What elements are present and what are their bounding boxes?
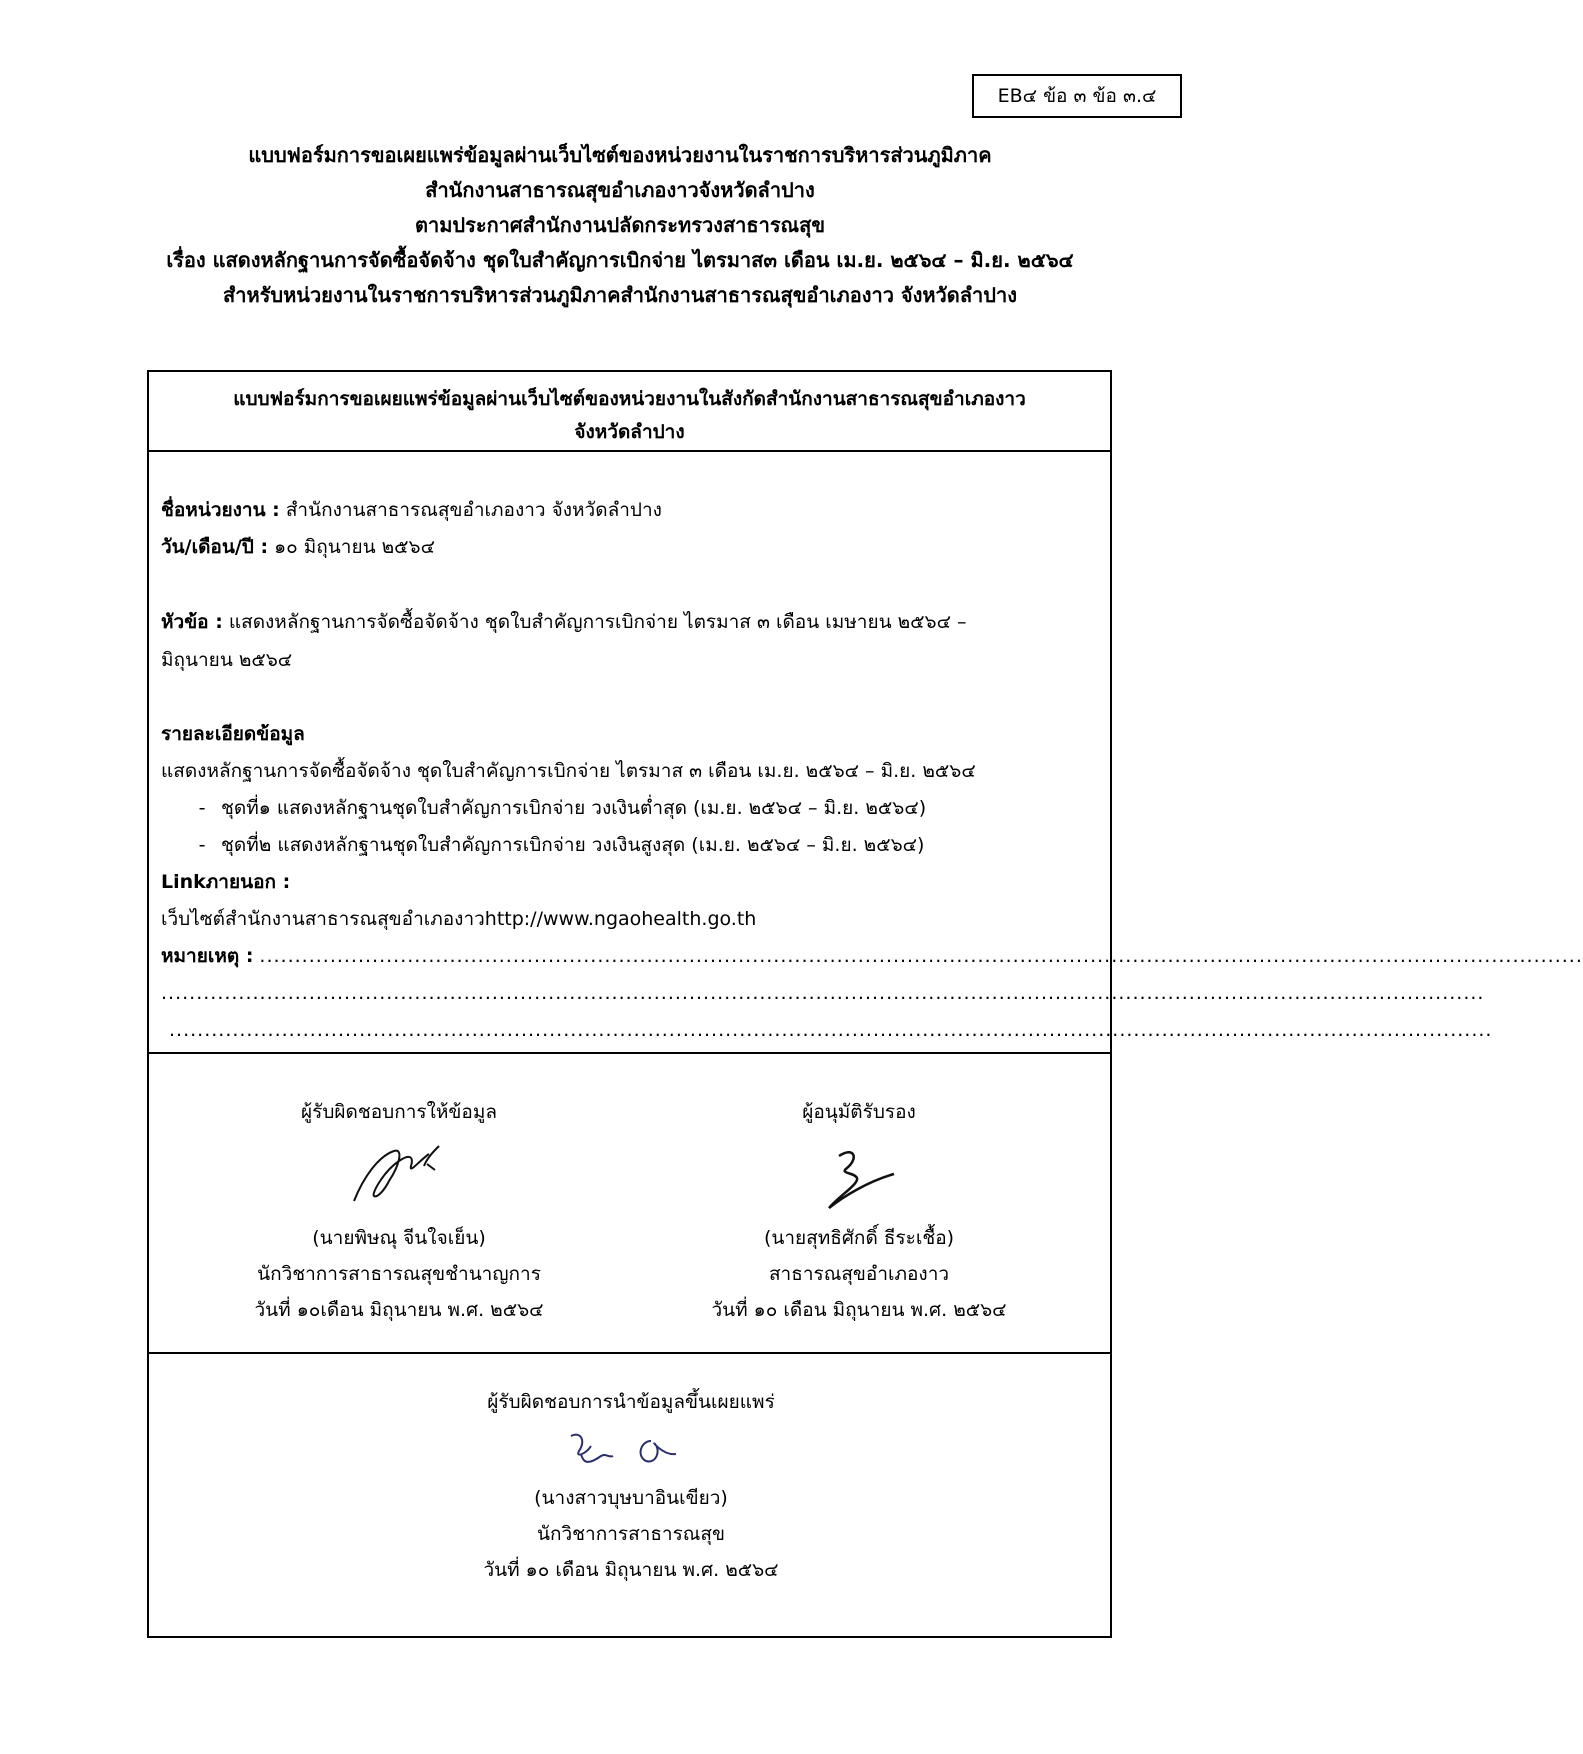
publication-form (147, 370, 1583, 1638)
bullet-dash: - (198, 834, 206, 856)
topic-row (161, 607, 967, 637)
topic-label: หัวข้อ : (161, 611, 223, 633)
link-value: เว็บไซต์สำนักงานสาธารณสุขอำเภองาวhttp://www.ngaohealth.go.th (161, 908, 757, 930)
header-line-1: แบบฟอร์มการขอเผยแพร่ข้อมูลผ่านเว็บไซต์ของหน่วยงานในราชการบริหารส่วนภูมิภาค (248, 143, 992, 167)
form-title-line-1: แบบฟอร์มการขอเผยแพร่ข้อมูลผ่านเว็บไซต์ของหน่วยงานในสังกัดสำนักงานสาธารณสุขอำเภองาว (233, 388, 1026, 410)
publisher-signature-mark (551, 1426, 711, 1476)
right-signature-mark (799, 1136, 919, 1216)
bullet-dash: - (198, 797, 206, 819)
note-dotted-line: ............................................................................................................................................................................................ (161, 982, 1485, 1004)
header-line-5: สำหรับหน่วยงานในราชการบริหารส่วนภูมิภาคสำนักงานสาธารณสุขอำเภองาว จังหวัดลำปาง (223, 283, 1017, 307)
publisher-position: นักวิชาการสาธารณสุข (536, 1523, 726, 1545)
left-signer-name: (นายพิษณุ จีนใจเย็น) (312, 1227, 486, 1249)
document-code-box (972, 74, 1182, 118)
left-signature-mark (339, 1136, 459, 1216)
list-item (183, 830, 924, 860)
left-signature-block (189, 1094, 609, 1328)
publisher-section (149, 1354, 1110, 1638)
date-value: ๑๐ มิถุนายน ๒๕๖๔ (268, 536, 435, 558)
note-label: หมายเหตุ : (161, 945, 254, 967)
signatures-section (149, 1054, 1110, 1354)
agency-label: ชื่อหน่วยงาน : (161, 499, 280, 521)
document-code: EB๔ ข้อ ๓ ข้อ ๓.๔ (997, 85, 1157, 107)
publisher-date: วันที่ ๑๐ เดือน มิถุนายน พ.ศ. ๒๕๖๔ (483, 1559, 779, 1581)
agency-row (161, 495, 662, 525)
right-signer-date: วันที่ ๑๐ เดือน มิถุนายน พ.ศ. ๒๕๖๔ (711, 1299, 1007, 1321)
right-signer-position: สาธารณสุขอำเภองาว (768, 1263, 950, 1285)
topic-value-continued: มิถุนายน ๒๕๖๔ (161, 649, 293, 671)
left-signer-position: นักวิชาการสาธารณสุขชำนาญการ (257, 1263, 541, 1285)
details-label: รายละเอียดข้อมูล (161, 723, 305, 745)
right-signature-block (649, 1094, 1069, 1328)
publisher-signature-block (421, 1384, 841, 1588)
form-title-line-2: จังหวัดลำปาง (574, 421, 685, 443)
header-line-3: ตามประกาศสำนักงานปลัดกระทรวงสาธารณสุข (414, 213, 825, 237)
form-title (149, 372, 1110, 452)
form-details-section (149, 452, 1583, 1054)
list-item-text: ชุดที่๑ แสดงหลักฐานชุดใบสำคัญการเบิกจ่าย วงเงินต่ำสุด (เม.ย. ๒๕๖๔ – มิ.ย. ๒๕๖๔) (221, 797, 927, 819)
left-signer-role: ผู้รับผิดชอบการให้ข้อมูล (301, 1101, 497, 1123)
date-row (161, 532, 435, 562)
note-dotted-line: ............................................................................................................................................................................................ (169, 1019, 1493, 1041)
date-label: วัน/เดือน/ปี : (161, 536, 269, 558)
right-signer-name: (นายสุทธิศักดิ์ ธีระเชื้อ) (763, 1227, 955, 1249)
link-label: Linkภายนอก : (161, 871, 291, 893)
header-line-4: เรื่อง แสดงหลักฐานการจัดซื้อจัดจ้าง ชุดใบสำคัญการเบิกจ่าย ไตรมาส๓ เดือน เม.ย. ๒๕๖๔ – มิ.ย. ๒๕๖๔ (166, 248, 1074, 272)
note-row (161, 941, 1583, 971)
list-item (183, 793, 926, 823)
topic-row-continued (161, 645, 292, 675)
right-signer-role: ผู้อนุมัติรับรอง (802, 1101, 916, 1123)
document-header (120, 138, 1120, 313)
publisher-name: (นางสาวบุษบาอินเขียว) (534, 1487, 728, 1509)
details-line: แสดงหลักฐานการจัดซื้อจัดจ้าง ชุดใบสำคัญการเบิกจ่าย ไตรมาส ๓ เดือน เม.ย. ๒๕๖๔ – มิ.ย. ๒๕๖๔ (161, 760, 976, 782)
publisher-role: ผู้รับผิดชอบการนำข้อมูลขึ้นเผยแพร่ (487, 1391, 775, 1413)
list-item-text: ชุดที่๒ แสดงหลักฐานชุดใบสำคัญการเบิกจ่าย วงเงินสูงสุด (เม.ย. ๒๕๖๔ – มิ.ย. ๒๕๖๔) (221, 834, 925, 856)
agency-value: สำนักงานสาธารณสุขอำเภองาว จังหวัดลำปาง (279, 499, 662, 521)
left-signer-date: วันที่ ๑๐เดือน มิถุนายน พ.ศ. ๒๕๖๔ (254, 1299, 544, 1321)
note-dotted-line: ............................................................................................................................................................................................ (259, 945, 1583, 967)
header-line-2: สำนักงานสาธารณสุขอำเภองาวจังหวัดลำปาง (425, 178, 815, 202)
topic-value: แสดงหลักฐานการจัดซื้อจัดจ้าง ชุดใบสำคัญการเบิกจ่าย ไตรมาส ๓ เดือน เมษายน ๒๕๖๔ – (222, 611, 967, 633)
